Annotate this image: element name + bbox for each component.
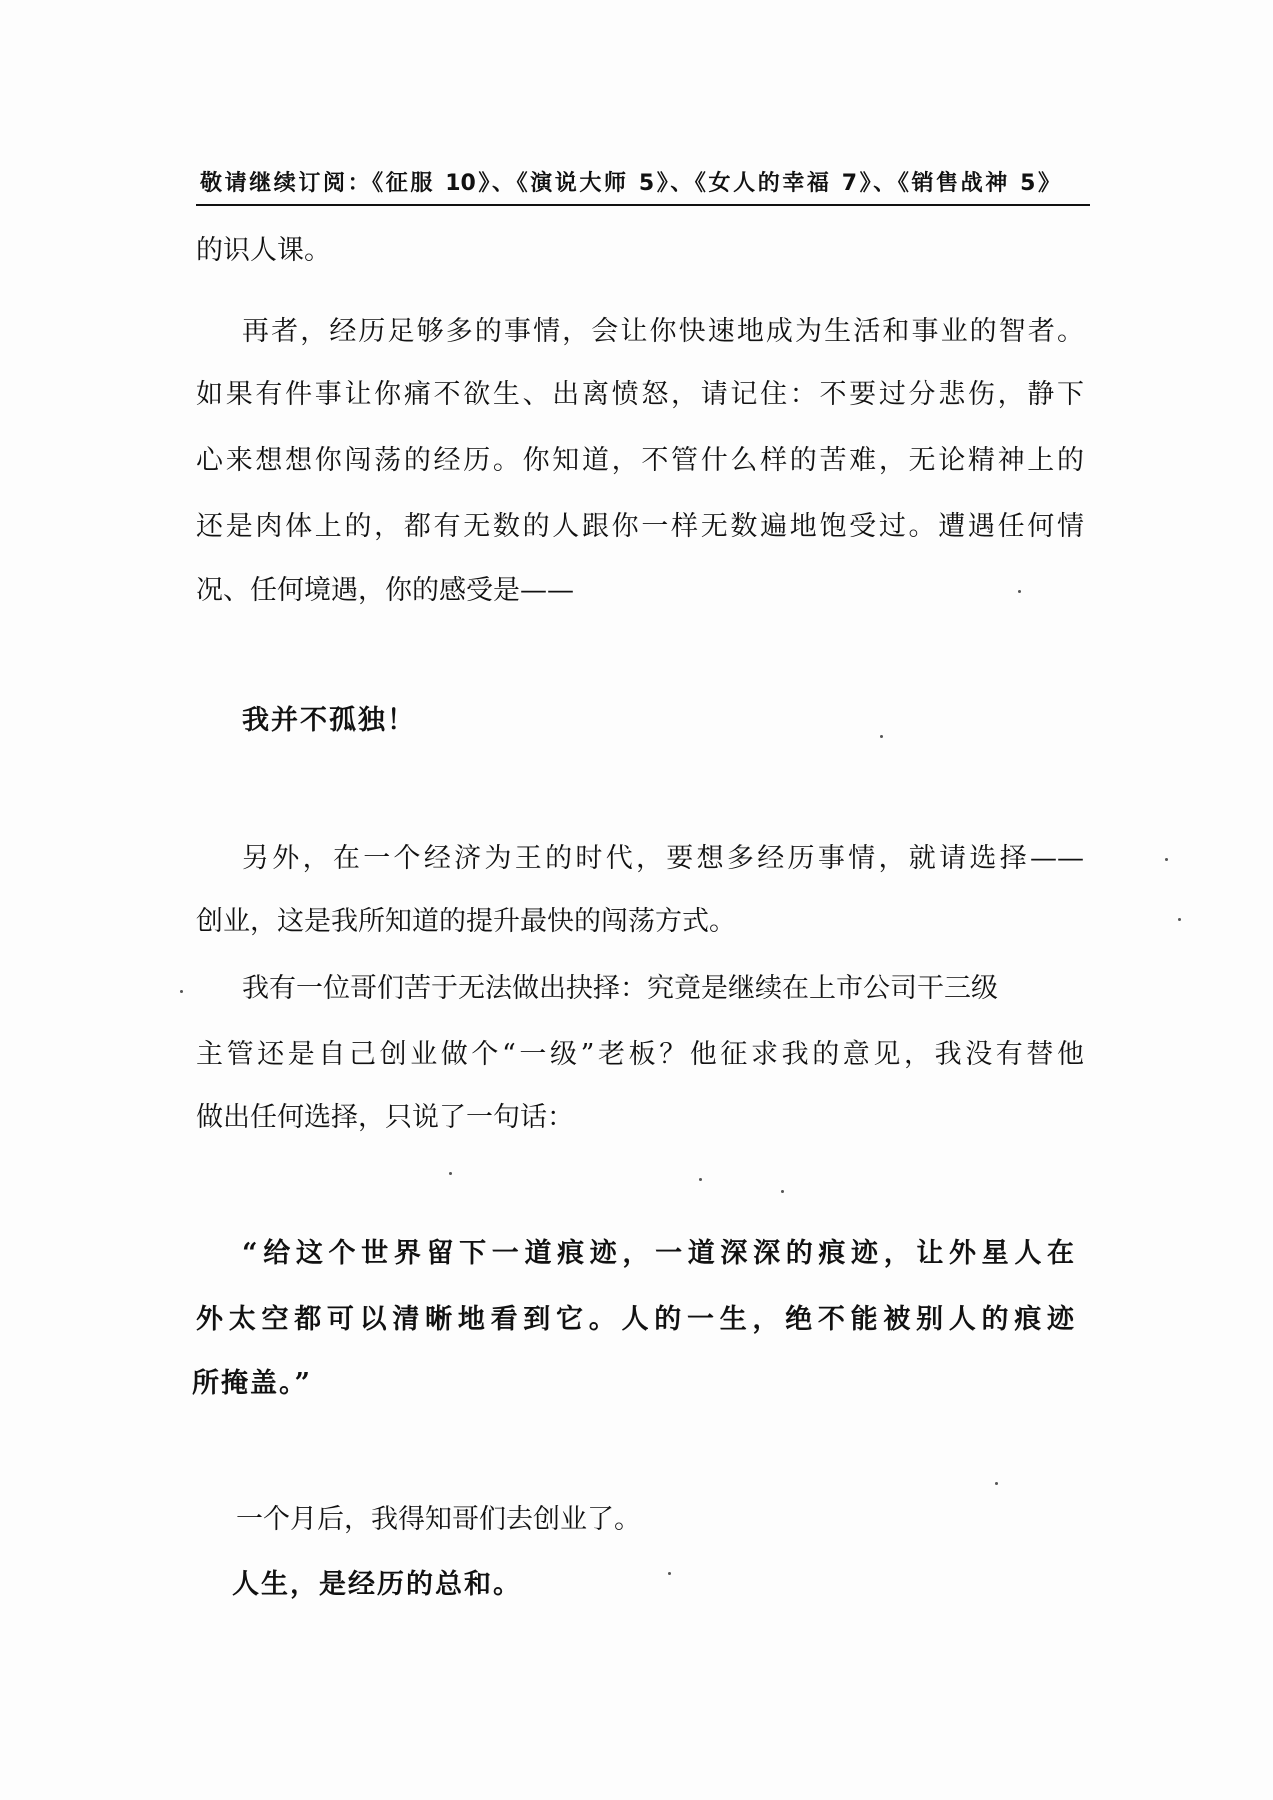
scan-speck [1178, 918, 1181, 921]
quote-line: “给这个世界留下一道痕迹，一道深深的痕迹，让外星人在 [242, 1238, 1076, 1269]
text-line: 况、任何境遇，你的感受是—— [196, 575, 574, 606]
scan-speck [699, 1178, 702, 1181]
text-line: 再者，经历足够多的事情，会让你快速地成为生活和事业的智者。 [242, 316, 1084, 347]
subscription-header: 敬请继续订阅：《征服 10》、《演说大师 5》、《女人的幸福 7》、《销售战神 5》 [200, 171, 1060, 196]
emphasis-line: 我并不孤独！ [242, 705, 416, 736]
header-divider [196, 204, 1090, 206]
scan-speck [1018, 590, 1021, 593]
scan-speck [781, 1190, 784, 1193]
scan-speck [1165, 858, 1168, 861]
conclusion-line: 人生，是经历的总和。 [232, 1569, 522, 1600]
quote-line: 所掩盖。” [192, 1368, 313, 1399]
text-line: 主管还是自己创业做个“一级”老板？他征求我的意见，我没有替他 [196, 1039, 1084, 1070]
text-line: 做出任何选择，只说了一句话： [196, 1102, 574, 1133]
scan-speck [449, 1172, 452, 1175]
scan-speck [880, 735, 883, 738]
text-line: 还是肉体上的，都有无数的人跟你一样无数遍地饱受过。遭遇任何情 [196, 511, 1084, 542]
text-line: 创业，这是我所知道的提升最快的闯荡方式。 [196, 906, 736, 937]
quote-line: 外太空都可以清晰地看到它。人的一生，绝不能被别人的痕迹 [196, 1304, 1076, 1335]
scan-speck [668, 1572, 671, 1575]
text-line: 如果有件事让你痛不欲生、出离愤怒，请记住：不要过分悲伤，静下 [196, 379, 1084, 410]
text-line: 我有一位哥们苦于无法做出抉择：究竟是继续在上市公司干三级 [242, 973, 998, 1004]
text-line: 的识人课。 [196, 235, 331, 266]
scan-speck [180, 990, 183, 993]
text-line: 另外，在一个经济为王的时代，要想多经历事情，就请选择—— [242, 843, 1084, 874]
text-line: 一个月后，我得知哥们去创业了。 [236, 1504, 641, 1535]
scan-speck [995, 1482, 998, 1485]
text-line: 心来想想你闯荡的经历。你知道，不管什么样的苦难，无论精神上的 [196, 445, 1084, 476]
